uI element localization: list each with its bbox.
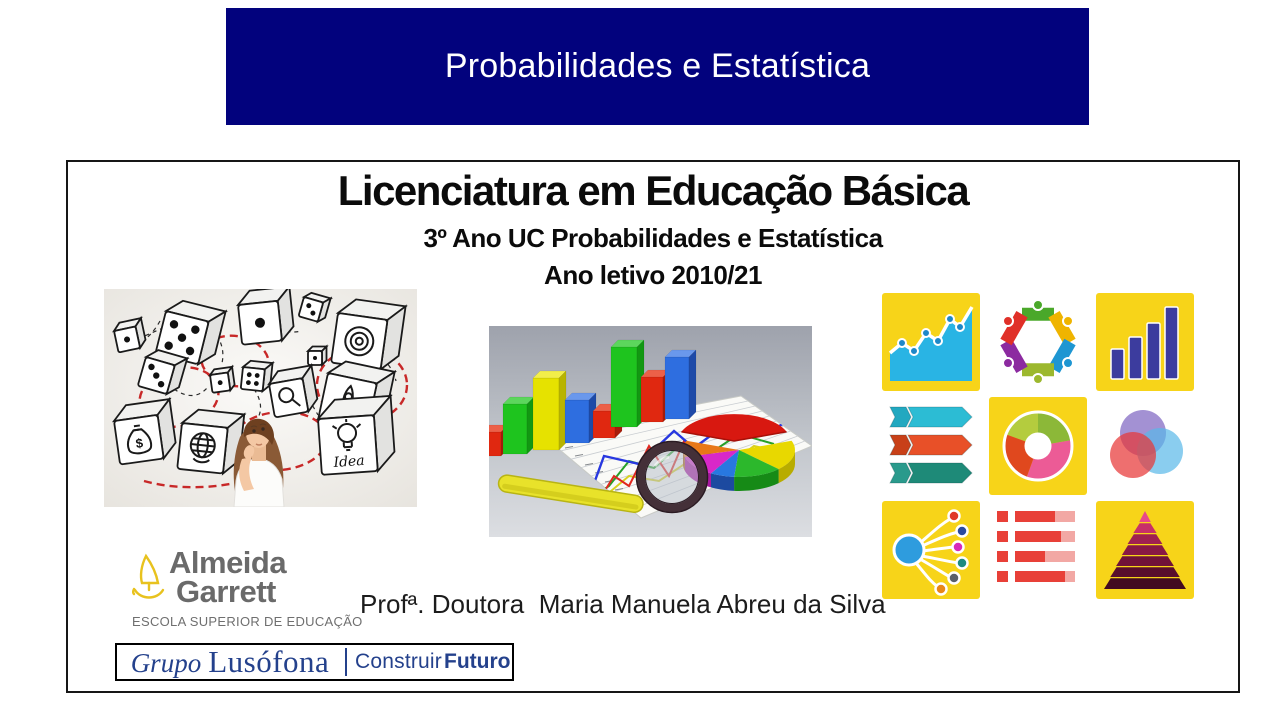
progress-bars-tile bbox=[997, 511, 1075, 582]
pyramid-chart-tile bbox=[1096, 501, 1194, 599]
sailboat-sketch-icon bbox=[132, 552, 166, 608]
statistics-3d-illustration bbox=[489, 326, 812, 537]
course-subtitle: 3º Ano UC Probabilidades e Estatística bbox=[423, 223, 883, 253]
futuro-text: Futuro bbox=[444, 650, 511, 673]
professor-name: Profª. Doutora Maria Manuela Abreu da Silva bbox=[360, 589, 886, 619]
network-diagram-tile bbox=[882, 501, 980, 599]
school-tagline: ESCOLA SUPERIOR DE EDUCAÇÃO bbox=[132, 614, 363, 629]
grupo-text: Grupo bbox=[130, 648, 202, 678]
garrett-text: Garrett bbox=[176, 574, 276, 609]
course-title: Probabilidades e Estatística bbox=[444, 47, 871, 85]
logo-divider bbox=[345, 648, 347, 676]
dice-ideas-illustration bbox=[104, 289, 417, 507]
content-box bbox=[66, 160, 1240, 693]
arrow-list-tile bbox=[890, 407, 972, 483]
construir-text: Construir bbox=[355, 650, 442, 673]
degree-title: Licenciatura em Educação Básica bbox=[337, 167, 969, 214]
venn-diagram-tile bbox=[1110, 410, 1183, 478]
donut-chart-tile bbox=[989, 397, 1087, 495]
die-four-icon bbox=[241, 360, 273, 392]
infographic-grid-illustration bbox=[882, 293, 1194, 599]
die-small-icon bbox=[308, 347, 327, 366]
area-chart-tile bbox=[882, 293, 980, 391]
die-idea-icon bbox=[317, 396, 396, 475]
dollar-label: $ bbox=[134, 435, 144, 452]
almeida-text: Almeida bbox=[169, 545, 287, 580]
almeida-garrett-logo bbox=[132, 545, 363, 629]
idea-label: Idea bbox=[332, 452, 366, 472]
grupo-lusofona-logo bbox=[115, 643, 514, 681]
lusofona-text: Lusófona bbox=[208, 644, 330, 679]
bar-chart-tile bbox=[1096, 293, 1194, 391]
cycle-diagram-tile bbox=[1003, 300, 1073, 384]
die-one-icon bbox=[237, 289, 295, 345]
title-banner bbox=[226, 8, 1089, 125]
die-small-icon bbox=[209, 367, 235, 393]
academic-year: Ano letivo 2010/21 bbox=[544, 260, 762, 290]
